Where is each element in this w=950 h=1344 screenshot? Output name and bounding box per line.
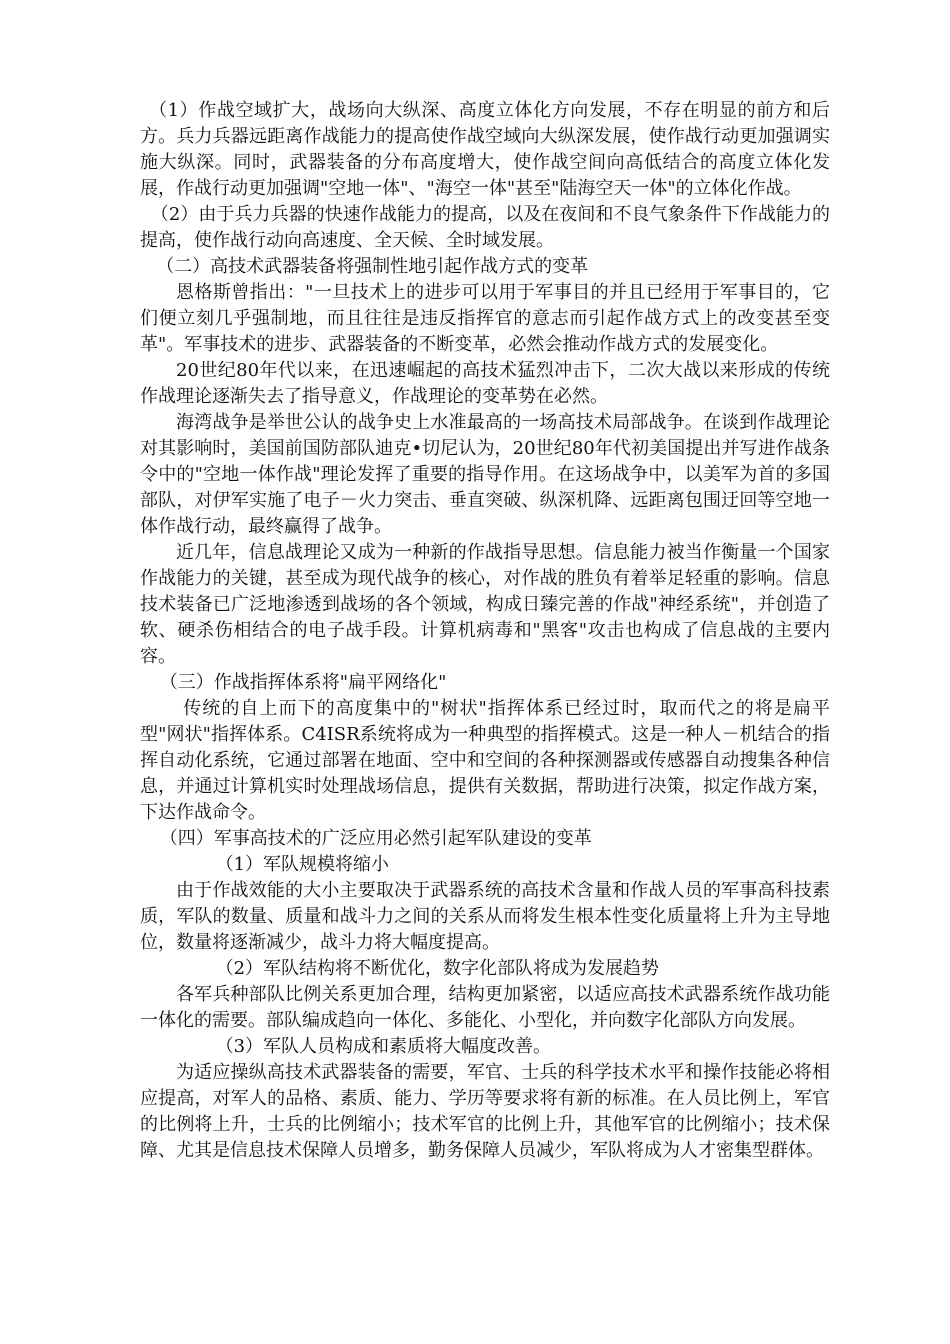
section-heading-4: （四）军事高技术的广泛应用必然引起军队建设的变革: [159, 828, 592, 849]
subheading-army-personnel: （3）军队人员构成和素质将大幅度改善。: [215, 1036, 552, 1057]
document-body: [140, 98, 830, 1164]
paragraph-engels-quote: 恩格斯曾指出："一旦技术上的进步可以用于军事目的并且已经用于军事目的，它们便立刻几乎强制地，而且往往是违反指挥官的意志而引起作战方式上的改变甚至变革"。军事技术的进步、武器装备的不断变革，必然会推动作战方式的发展变化。: [140, 282, 830, 355]
section-heading-2: （二）高技术武器装备将强制性地引起作战方式的变革: [156, 256, 589, 277]
subheading-army-structure: （2）军队结构将不断优化，数字化部队将成为发展趋势: [215, 958, 660, 979]
paragraph-information-warfare: 近几年，信息战理论又成为一种新的作战指导思想。信息能力被当作衡量一个国家作战能力的关键，甚至成为现代战争的核心，对作战的胜负有着举足轻重的影响。信息技术装备已广泛地渗透到战场的各个领域，构成日臻完善的作战"神经系统"，并创造了软、硬杀伤相结合的电子战手段。计算机病毒和"黑客"攻击也构成了信息战的主要内容。: [140, 542, 830, 667]
paragraph-gulf-war: 海湾战争是举世公认的战争史上水准最高的一场高技术局部战争。在谈到作战理论对其影响时，美国前国防部队迪克•切尼认为，20世纪80年代初美国提出并写进作战条令中的"空地一体作战"理论发挥了重要的指导作用。在这场战争中，以美军为首的多国部队，对伊军实施了电子－火力突击、垂直突破、纵深机降、远距离包围迂回等空地一体作战行动，最终赢得了战争。: [140, 412, 830, 537]
paragraph-army-structure: 各军兵种部队比例关系更加合理，结构更加紧密，以适应高技术武器系统作战功能一体化的需要。部队编成趋向一体化、多能化、小型化，并向数字化部队方向发展。: [140, 984, 830, 1031]
paragraph-army-scale: 由于作战效能的大小主要取决于武器系统的高技术含量和作战人员的军事高科技素质，军队的数量、质量和战斗力之间的关系从而将发生根本性变化质量将上升为主导地位，数量将逐渐减少，战斗力将大幅度提高。: [140, 880, 830, 953]
section-heading-3: （三）作战指挥体系将"扁平网络化": [159, 672, 447, 693]
paragraph-rapid-combat: （2）由于兵力兵器的快速作战能力的提高，以及在夜间和不良气象条件下作战能力的提高，使作战行动向高速度、全天候、全时域发展。: [140, 204, 830, 251]
paragraph-army-personnel: 为适应操纵高技术武器装备的需要，军官、士兵的科学技术水平和操作技能必将相应提高，对军人的品格、素质、能力、学历等要求将有新的标准。在人员比例上，军官的比例将上升，士兵的比例缩小；技术军官的比例上升，其他军官的比例缩小；技术保障、尤其是信息技术保障人员增多，勤务保障人员减少，军队将成为人才密集型群体。: [140, 1062, 830, 1161]
subheading-army-scale: （1）军队规模将缩小: [215, 854, 390, 875]
paragraph-1980s-theory: 20世纪80年代以来，在迅速崛起的高技术猛烈冲击下，二次大战以来形成的传统作战理论逐渐失去了指导意义，作战理论的变革势在必然。: [140, 360, 830, 407]
paragraph-airspace-expansion: （1）作战空域扩大，战场向大纵深、高度立体化方向发展，不存在明显的前方和后方。兵力兵器远距离作战能力的提高使作战空域向大纵深发展，使作战行动更加强调实施大纵深。同时，武器装备的分布高度增大，使作战空间向高低结合的高度立体化发展，作战行动更加强调"空地一体"、"海空一体"甚至"陆海空天一体"的立体化作战。: [140, 100, 830, 199]
paragraph-command-system: 传统的自上而下的高度集中的"树状"指挥体系已经过时，取而代之的将是扁平型"网状"指挥体系。C4ISR系统将成为一种典型的指挥模式。这是一种人－机结合的指挥自动化系统，它通过部署在地面、空中和空间的各种探测器或传感器自动搜集各种信息，并通过计算机实时处理战场信息，提供有关数据，帮助进行决策，拟定作战方案，下达作战命令。: [140, 698, 830, 823]
